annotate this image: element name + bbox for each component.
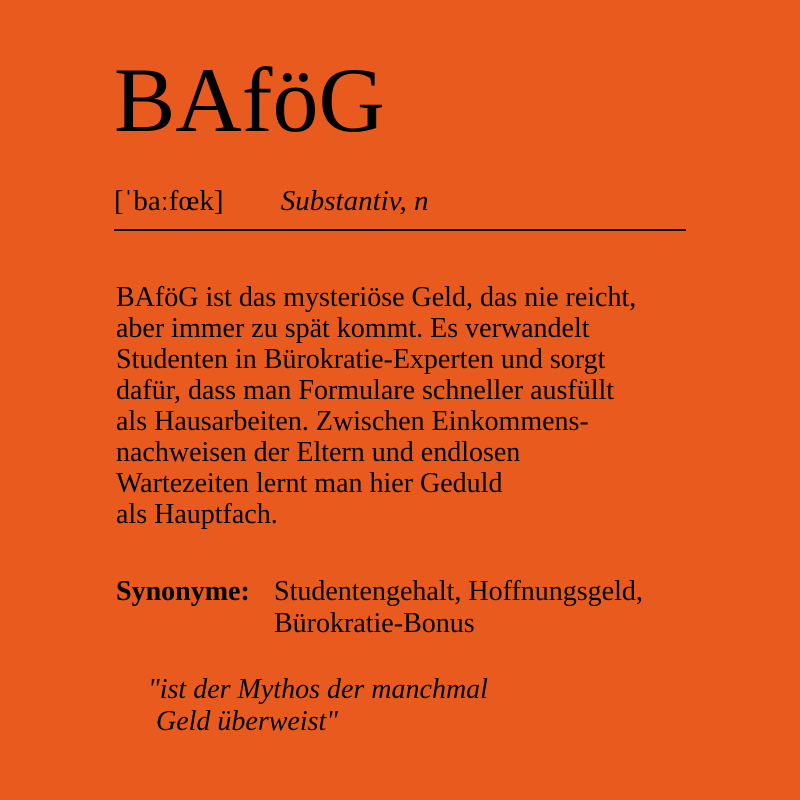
part-of-speech: Substantiv, n [280,185,429,217]
definition-line: nachweisen der Eltern und endlosen [116,437,521,468]
headword: BAföG [114,49,385,151]
definition-line: als Hausarbeiten. Zwischen Einkommens- [116,406,589,437]
synonyms-line: Bürokratie-Bonus [274,608,475,639]
definition [116,282,756,530]
definition-line: aber immer zu spät kommt. Es verwandelt [116,313,590,344]
pronunciation: [ˈbaːfœk] [114,185,224,217]
quote-line: "ist der Mythos der manchmal [148,674,488,705]
definition-line: BAföG ist das mysteriöse Geld, das nie reicht, [116,282,637,313]
definition-line: als Hauptfach. [116,499,278,530]
divider [114,229,686,231]
definition-line: Wartezeiten lernt man hier Geduld [116,468,503,499]
example-quote [148,674,488,738]
synonyms-line: Studentengehalt, Hoffnungsgeld, [274,576,643,607]
definition-line: Studenten in Bürokratie-Experten und sorgt [116,344,606,375]
synonyms-label: Synonyme: [116,576,250,607]
quote-line: Geld überweist" [156,706,339,737]
definition-line: dafür, dass man Formulare schneller ausfüllt [116,375,615,406]
synonyms-values [274,576,643,640]
pronunciation-row [114,183,686,219]
